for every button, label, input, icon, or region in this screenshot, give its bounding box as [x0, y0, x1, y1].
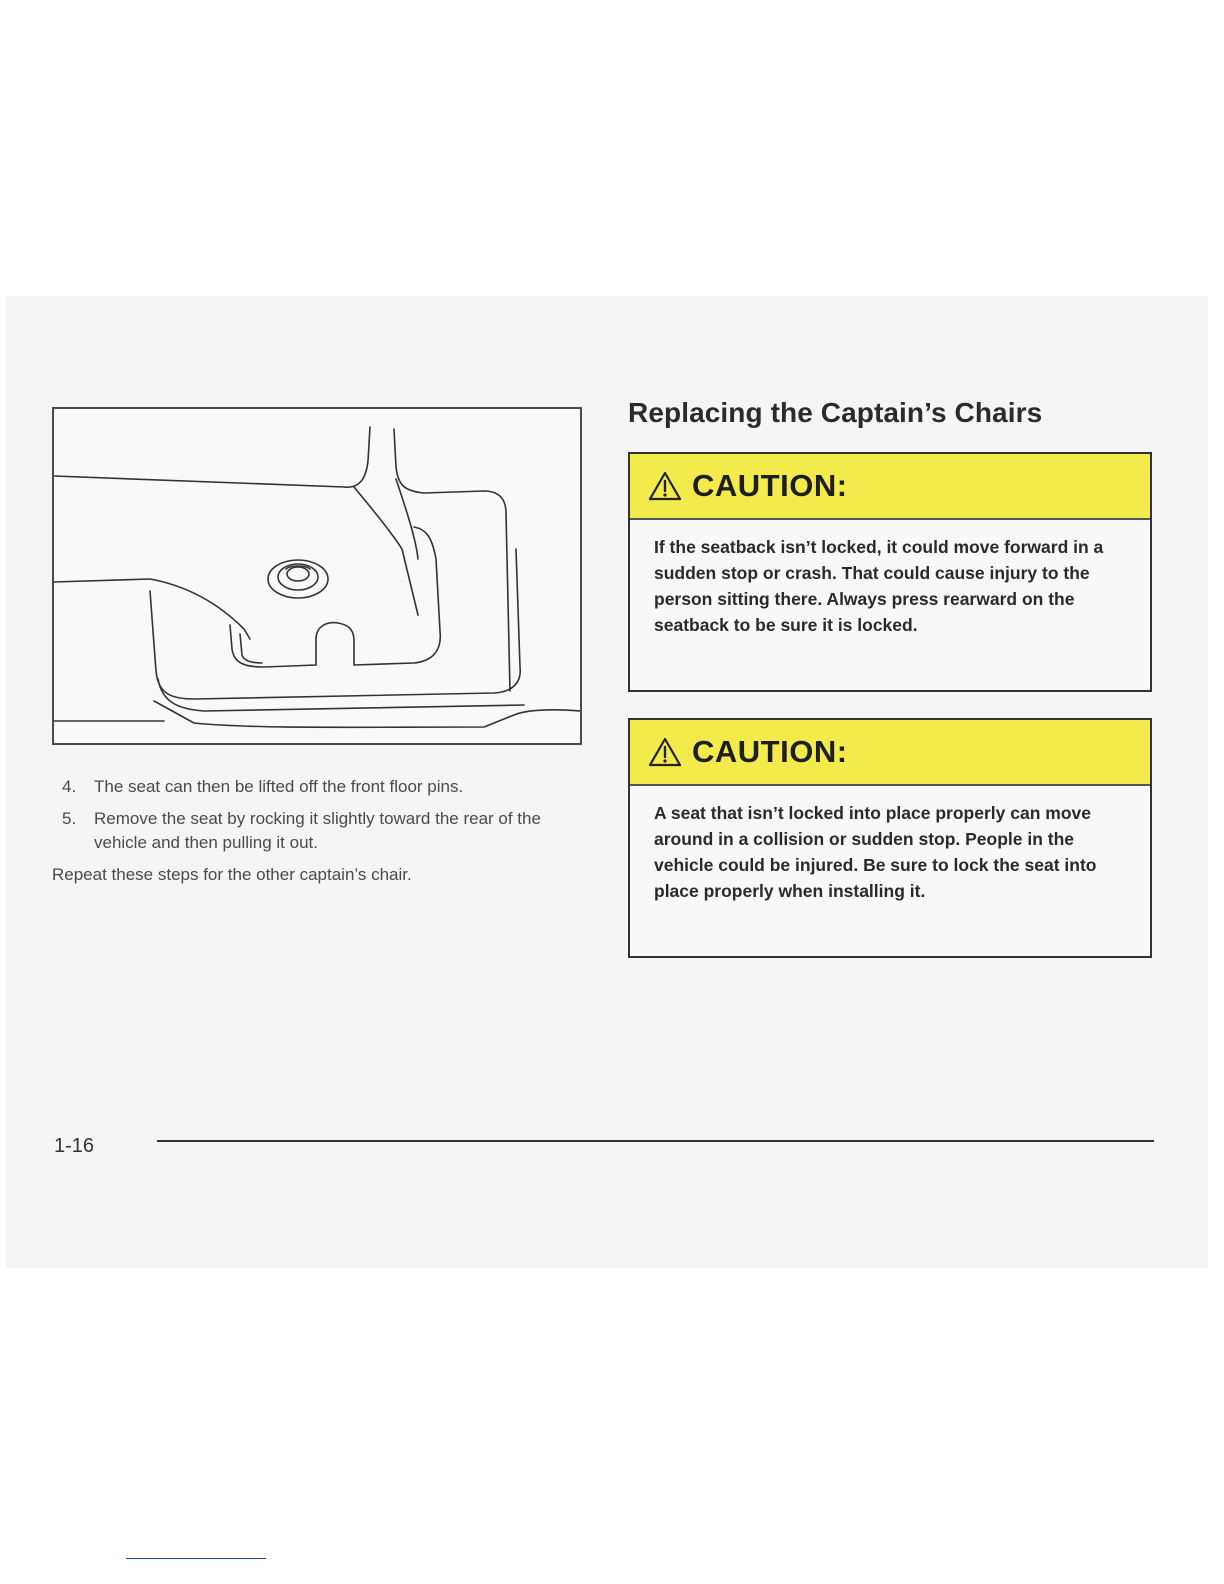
- warning-triangle-icon: [648, 471, 682, 501]
- seat-illustration: [52, 407, 582, 745]
- seat-floor-pin-drawing: [54, 409, 580, 743]
- footer-divider: [157, 1140, 1154, 1142]
- page-number: 1-16: [54, 1135, 95, 1157]
- caution-header: [630, 720, 1150, 786]
- caution-text: A seat that isn’t locked into place properly can move around in a collision or sudden stop. People in the vehicle could be injured. Be sure to lock the seat into place properly when installing it.: [654, 803, 1097, 901]
- step-item: [52, 807, 564, 855]
- step-number: 4.: [62, 777, 77, 796]
- caution-box: [628, 718, 1152, 958]
- step-number: 5.: [62, 809, 77, 828]
- step-text: The seat can then be lifted off the front floor pins.: [94, 777, 464, 796]
- step-item: [52, 775, 592, 799]
- caution-label: CAUTION:: [692, 734, 848, 769]
- caution-header: [630, 454, 1150, 520]
- caution-label: CAUTION:: [692, 468, 848, 503]
- step-text: Remove the seat by rocking it slightly toward the rear of the vehicle and then pulling it out.: [94, 809, 541, 852]
- bottom-divider: [126, 1558, 266, 1559]
- repeat-note: Repeat these steps for the other captain’s chair.: [52, 865, 412, 884]
- section-title: Replacing the Captain’s Chairs: [628, 397, 1043, 428]
- caution-box: [628, 452, 1152, 692]
- instruction-list: [52, 775, 592, 887]
- warning-triangle-icon: [648, 737, 682, 767]
- caution-text: If the seatback isn’t locked, it could move forward in a sudden stop or crash. That could cause injury to the person sitting there. Always press rearward on the seatback to be sure it is locked.: [654, 537, 1104, 635]
